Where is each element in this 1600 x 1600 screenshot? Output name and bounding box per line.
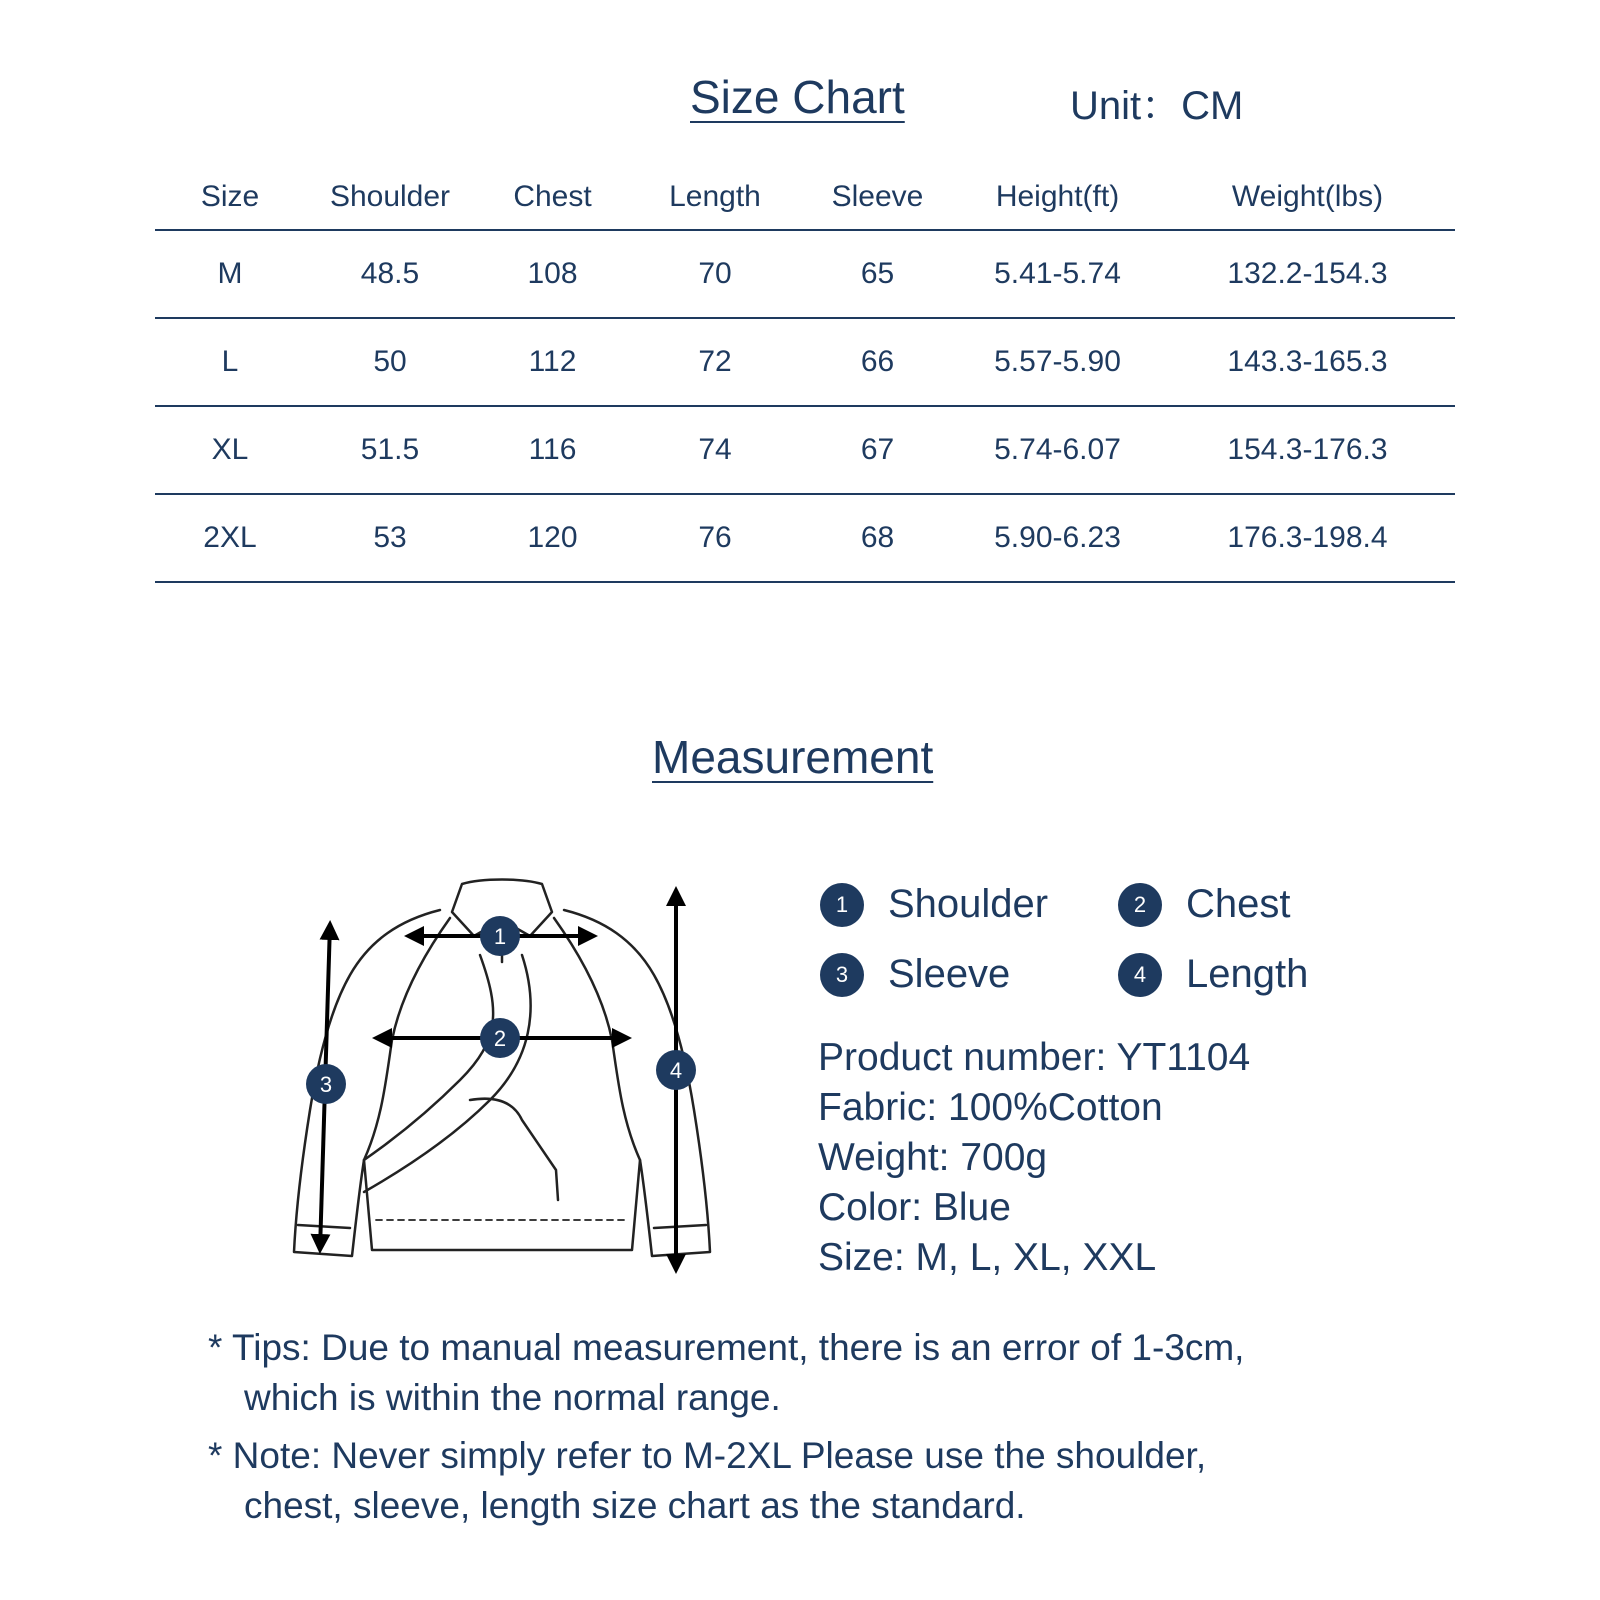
- col-header-chest: Chest: [475, 165, 630, 230]
- cell-height: 5.57-5.90: [955, 318, 1160, 406]
- svg-text:2: 2: [493, 1026, 507, 1051]
- cell-chest: 108: [475, 230, 630, 318]
- legend-label-chest: Chest: [1186, 882, 1291, 926]
- garment-diagram: [270, 860, 730, 1280]
- col-header-weight: Weight(lbs): [1160, 165, 1455, 230]
- col-header-sleeve: Sleeve: [800, 165, 955, 230]
- cell-length: 74: [630, 406, 800, 494]
- cell-length: 70: [630, 230, 800, 318]
- cell-shoulder: 50: [305, 318, 475, 406]
- cell-sleeve: 68: [800, 494, 955, 582]
- legend-length: [1118, 952, 1308, 997]
- cell-shoulder: 51.5: [305, 406, 475, 494]
- weight: Weight: 700g: [818, 1136, 1048, 1179]
- standard-note-line-2: chest, sleeve, length size chart as the standard.: [244, 1485, 1026, 1526]
- col-header-shoulder: Shoulder: [305, 165, 475, 230]
- cell-sleeve: 65: [800, 230, 955, 318]
- measurement-title: Measurement: [652, 731, 934, 783]
- tips-note-line-2: which is within the normal range.: [244, 1377, 781, 1418]
- diagram-badge-3: [306, 1064, 346, 1104]
- table-row: [155, 494, 1455, 582]
- tips-note: [208, 1323, 1448, 1423]
- diagram-badge-4: [656, 1050, 696, 1090]
- cell-length: 72: [630, 318, 800, 406]
- legend-badge-1: 1: [820, 883, 864, 927]
- table-header-row: [155, 165, 1455, 230]
- cell-sleeve: 67: [800, 406, 955, 494]
- cell-weight: 154.3-176.3: [1160, 406, 1455, 494]
- cell-weight: 132.2-154.3: [1160, 230, 1455, 318]
- cell-length: 76: [630, 494, 800, 582]
- fabric: Fabric: 100%Cotton: [818, 1086, 1163, 1129]
- diagram-badge-1: [480, 916, 520, 956]
- svg-text:1: 1: [493, 924, 507, 949]
- cell-weight: 143.3-165.3: [1160, 318, 1455, 406]
- col-header-length: Length: [630, 165, 800, 230]
- tips-note-line-1: * Tips: Due to manual measurement, there is an error of 1-3cm,: [208, 1327, 1245, 1368]
- cell-shoulder: 53: [305, 494, 475, 582]
- cell-size: M: [155, 230, 305, 318]
- size-chart-title: Size Chart: [690, 71, 905, 123]
- unit-label: Unit：CM: [1070, 84, 1244, 128]
- legend-badge-4: 4: [1118, 953, 1162, 997]
- svg-text:3: 3: [319, 1072, 333, 1097]
- table-row: [155, 318, 1455, 406]
- legend-badge-3: 3: [820, 953, 864, 997]
- legend-chest: [1118, 882, 1291, 927]
- size-table: [155, 165, 1455, 583]
- legend-label-length: Length: [1186, 952, 1309, 996]
- svg-text:4: 4: [669, 1058, 683, 1083]
- cell-height: 5.41-5.74: [955, 230, 1160, 318]
- right-cuff: [654, 1225, 706, 1228]
- legend-label-shoulder: Shoulder: [888, 882, 1049, 926]
- cell-chest: 120: [475, 494, 630, 582]
- color: Color: Blue: [818, 1186, 1011, 1229]
- cell-chest: 116: [475, 406, 630, 494]
- legend-badge-2: 2: [1118, 883, 1162, 927]
- strap-lower: [364, 955, 531, 1192]
- legend-label-sleeve: Sleeve: [888, 952, 1011, 996]
- table-row: [155, 230, 1455, 318]
- product-number: Product number: YT1104: [818, 1036, 1251, 1079]
- cell-weight: 176.3-198.4: [1160, 494, 1455, 582]
- legend-shoulder: [820, 882, 1048, 927]
- pocket: [470, 1099, 558, 1200]
- strap-upper: [364, 955, 493, 1160]
- cell-shoulder: 48.5: [305, 230, 475, 318]
- cell-chest: 112: [475, 318, 630, 406]
- cell-height: 5.74-6.07: [955, 406, 1160, 494]
- legend-sleeve: [820, 952, 1010, 997]
- standard-note-line-1: * Note: Never simply refer to M-2XL Please use the shoulder,: [208, 1435, 1207, 1476]
- left-cuff: [298, 1225, 350, 1228]
- size-list: Size: M, L, XL, XXL: [818, 1236, 1157, 1279]
- cell-size: 2XL: [155, 494, 305, 582]
- col-header-height: Height(ft): [955, 165, 1160, 230]
- cell-sleeve: 66: [800, 318, 955, 406]
- cell-size: XL: [155, 406, 305, 494]
- col-header-size: Size: [155, 165, 305, 230]
- cell-height: 5.90-6.23: [955, 494, 1160, 582]
- standard-note: [208, 1431, 1448, 1531]
- cell-size: L: [155, 318, 305, 406]
- table-row: [155, 406, 1455, 494]
- diagram-badge-2: [480, 1018, 520, 1058]
